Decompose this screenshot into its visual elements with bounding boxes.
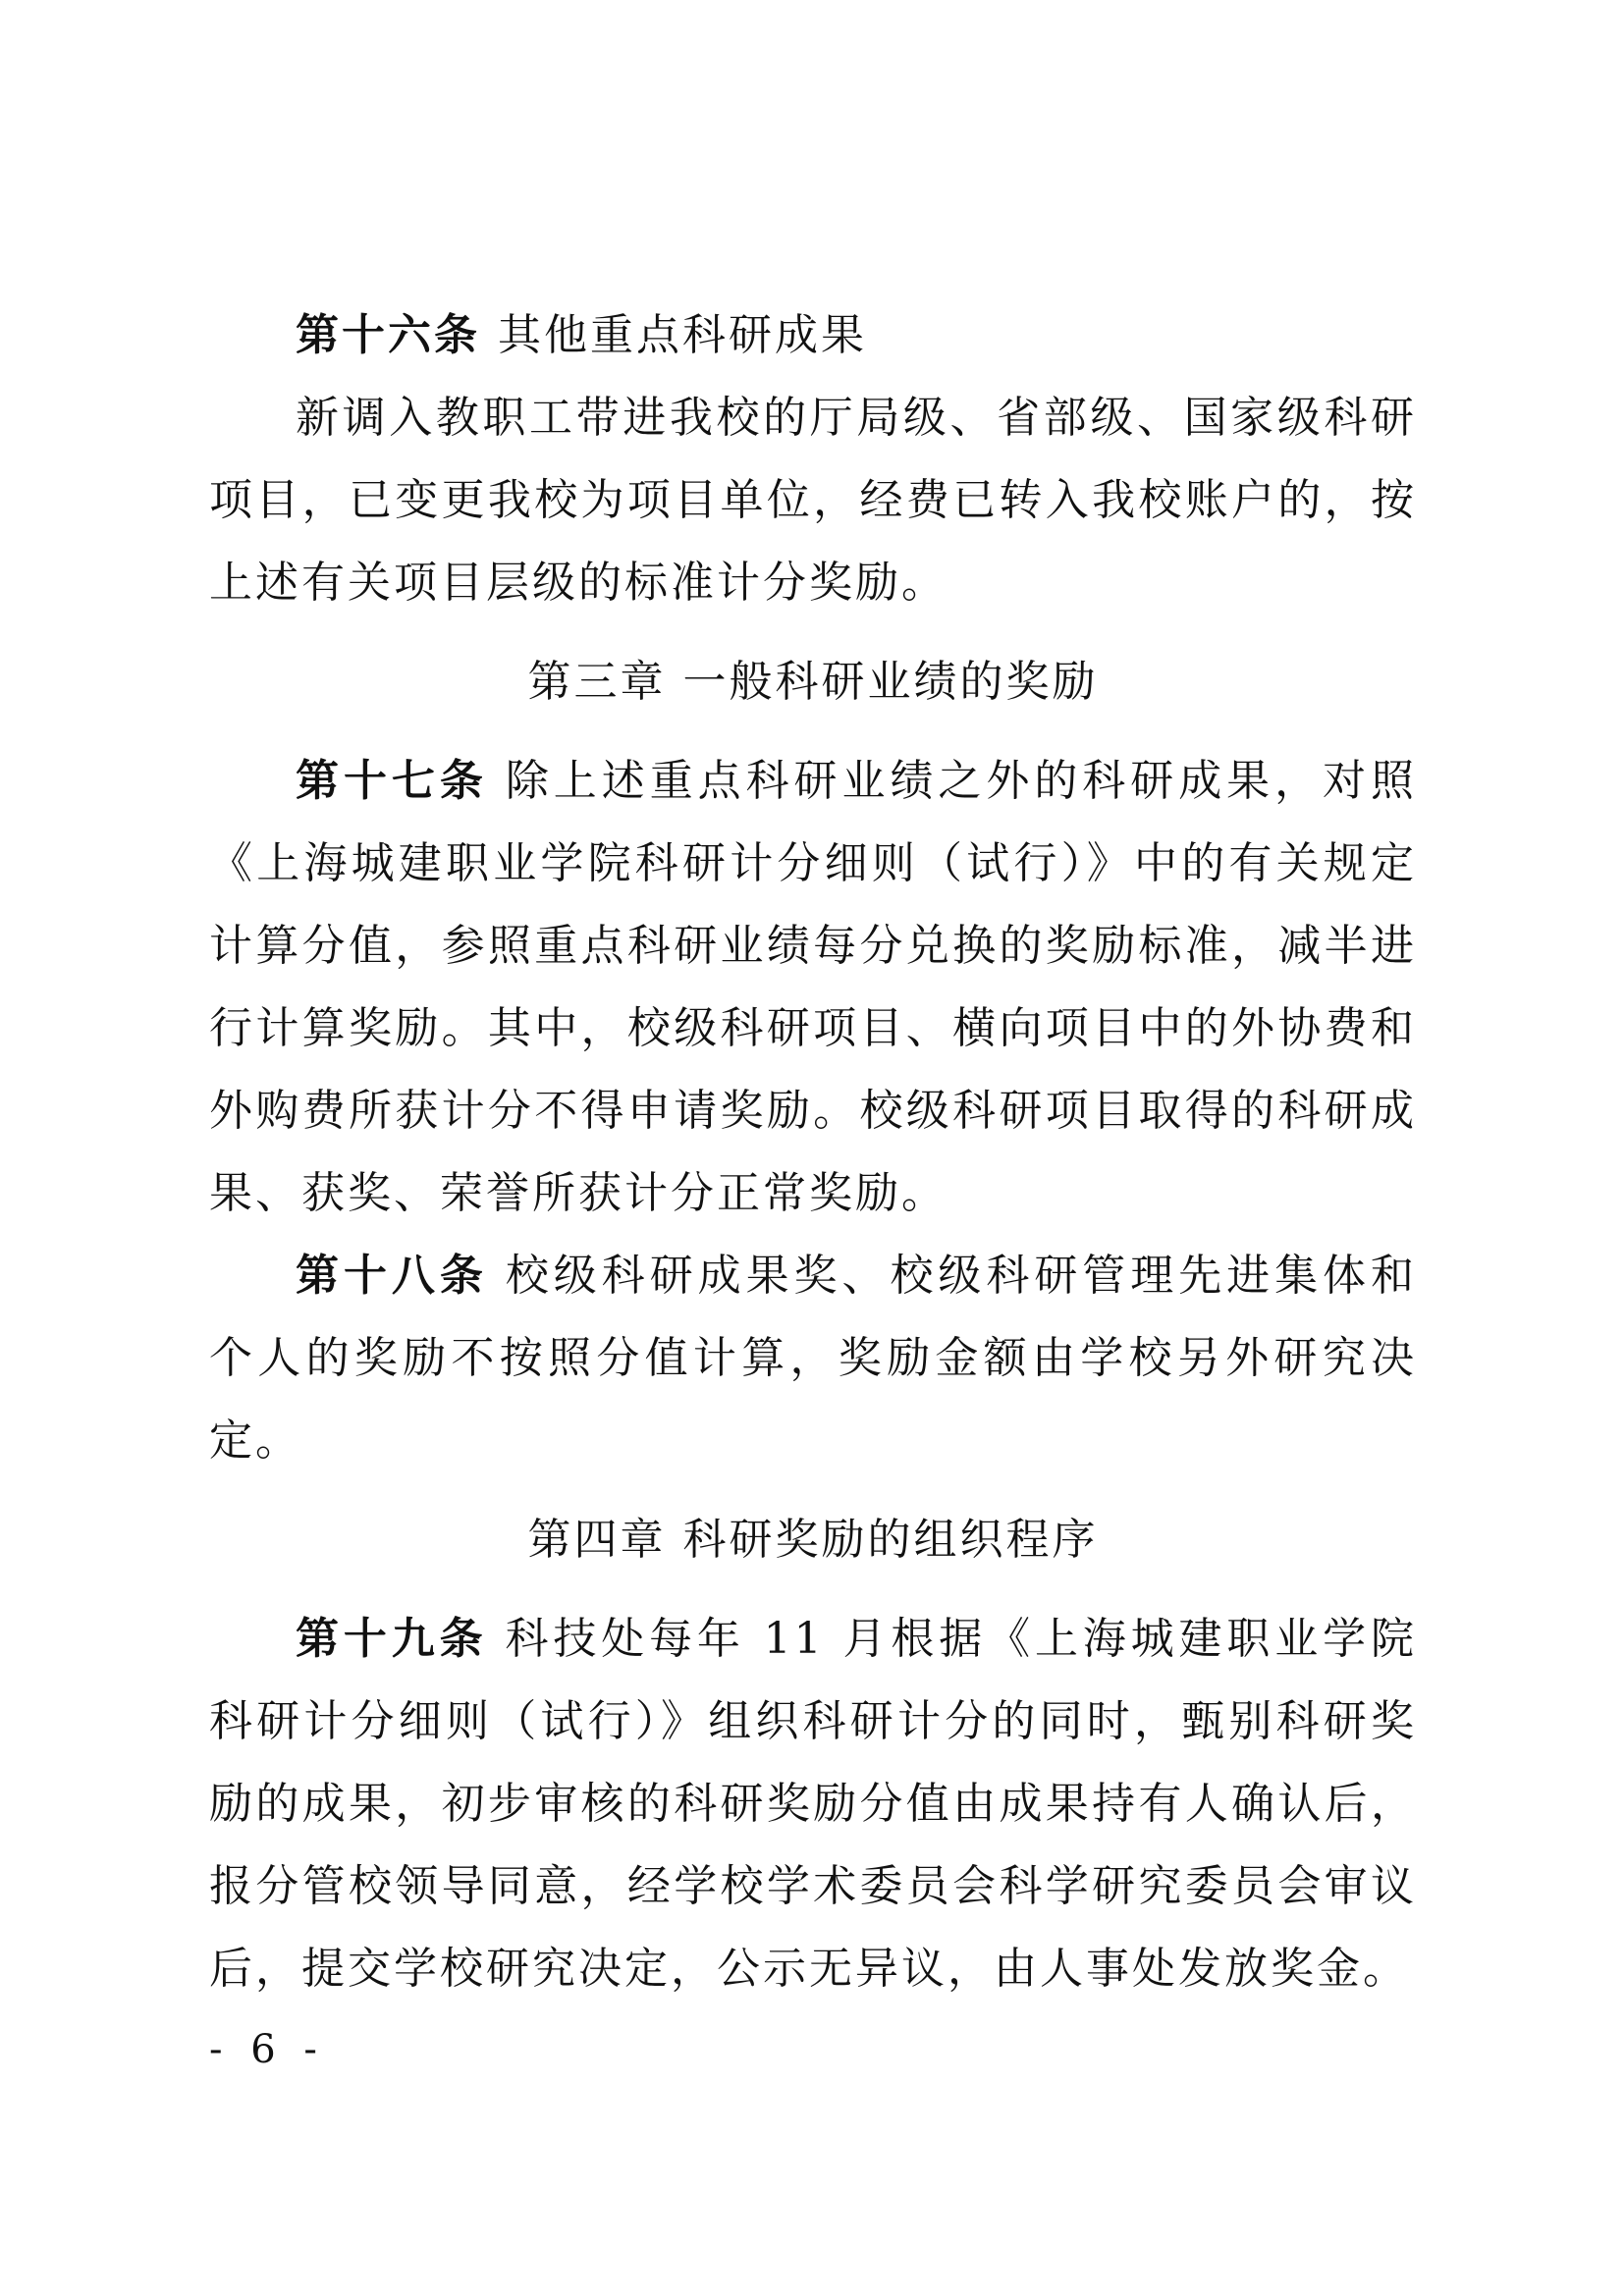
chapter-3-title: 第三章 一般科研业绩的奖励: [527, 657, 1099, 707]
article-17: [209, 740, 1417, 1235]
article-18-body: 校级科研成果奖、校级科研管理先进集体和个人的奖励不按照分值计算，奖励金额由学校另外研究决定。: [209, 1251, 1418, 1466]
page-number: - 6 -: [209, 2027, 325, 2072]
article-19-body: 科技处每年 11 月根据《上海城建职业学院科研计分细则（试行）》组织科研计分的同时，甄别科研奖励的成果，初步审核的科研奖励分值由成果持有人确认后，报分管校领导同意，经学校学术委员会科学研究委员会审议后，提交学校研究决定，公示无异议，由人事处发放奖金。: [209, 1614, 1417, 1994]
page-content: [209, 294, 1417, 2010]
article-19-number: 第十九条: [296, 1614, 488, 1664]
article-16-number: 第十六条: [296, 310, 480, 360]
article-16-title: 其他重点科研成果: [498, 310, 867, 360]
article-19: [209, 1598, 1417, 2010]
article-18: [209, 1235, 1417, 1482]
article-17-number: 第十七条: [296, 756, 488, 806]
article-16-heading: [209, 294, 1417, 377]
chapter-4-title: 第四章 科研奖励的组织程序: [527, 1515, 1099, 1565]
article-18-number: 第十八条: [296, 1251, 488, 1301]
article-16-body: 新调入教职工带进我校的厅局级、省部级、国家级科研项目，已变更我校为项目单位，经费已转入我校账户的，按上述有关项目层级的标准计分奖励。: [209, 393, 1417, 608]
article-17-body: 除上述重点科研业绩之外的科研成果，对照《上海城建职业学院科研计分细则（试行）》中的有关规定计算分值，参照重点科研业绩每分兑换的奖励标准，减半进行计算奖励。其中，校级科研项目、横向项目中的外协费和外购费所获计分不得申请奖励。校级科研项目取得的科研成果、获奖、荣誉所获计分正常奖励。: [209, 756, 1418, 1218]
